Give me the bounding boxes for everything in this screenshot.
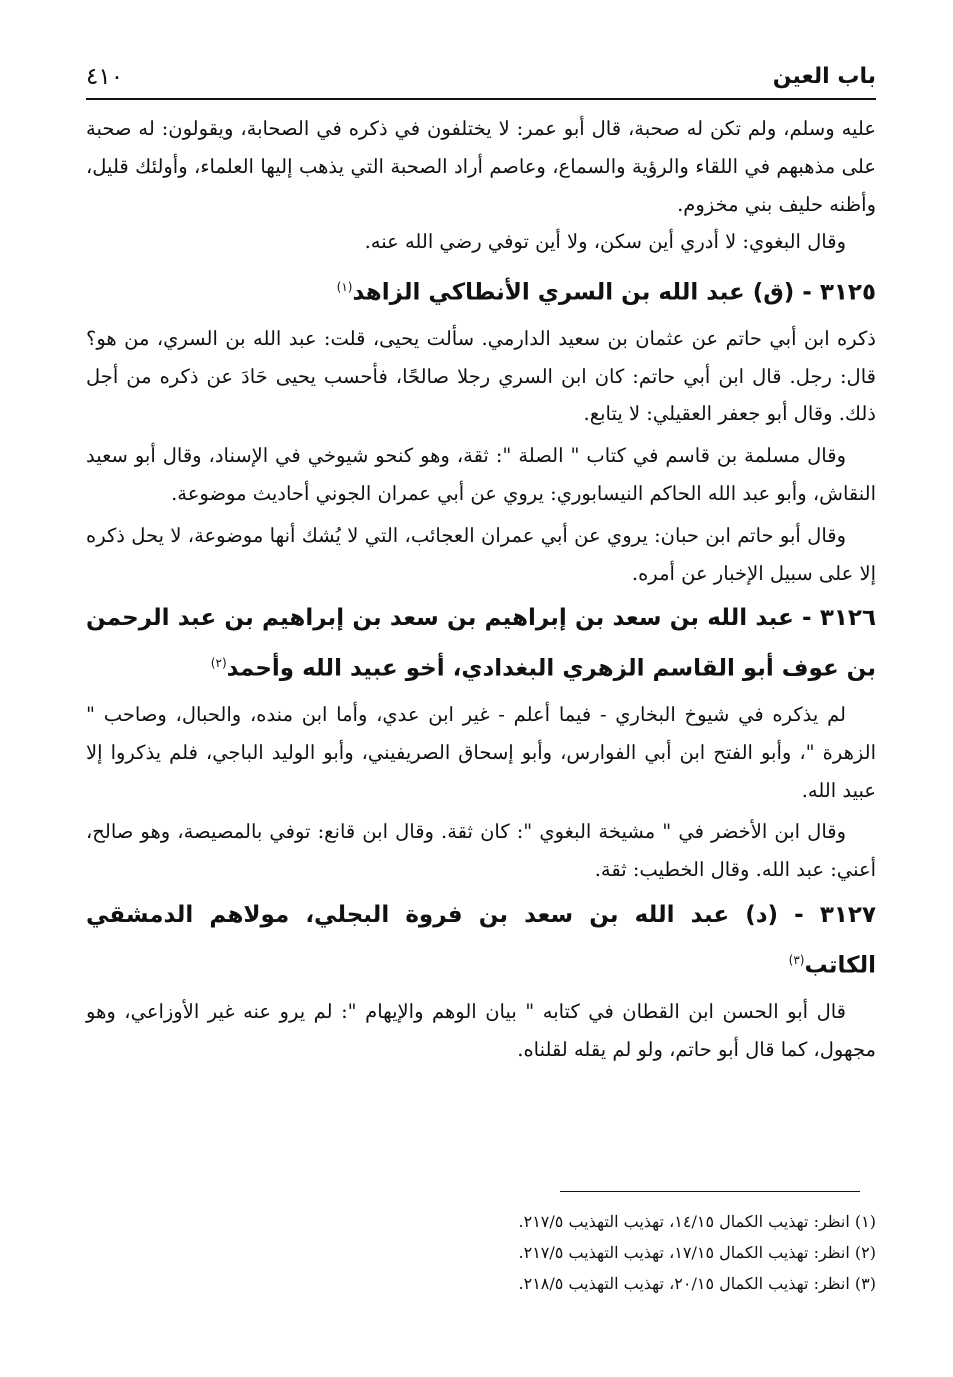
paragraph: عليه وسلم، ولم تكن له صحبة، قال أبو عمر: لا يختلفون في ذكره في الصحابة، ويقولون: له صحبة على مذهبهم في اللقاء والرؤية والسماع، وعاصم أراد الصحبة التي يذهب إليها العلماء، وأولئك قليل، وأظنه حليف بني مخزوم.	[86, 117, 876, 216]
paragraph: قال أبو الحسن ابن القطان في كتابه " بيان الوهم والإيهام ": لم يرو عنه غير الأوزاعي، وهو مجهول، كما قال أبو حاتم، ولو لم يقله لقلناه.	[86, 999, 876, 1061]
paragraph: وقال البغوي: لا أدري أين سكن، ولا أين توفي رضي الله عنه.	[364, 230, 846, 254]
page-number: ٤١٠	[86, 64, 124, 90]
entry-heading-3127	[86, 893, 876, 989]
entry-heading-text: ٣١٢٥ - (ق) عبد الله بن السري الأنطاكي الزاهد	[352, 279, 876, 306]
section-title: باب العين	[772, 64, 876, 89]
main-text	[86, 110, 876, 1068]
footnotes	[86, 1206, 876, 1299]
footnote-divider	[560, 1191, 860, 1192]
entry-heading-text: ٣١٢٧ - (د) عبد الله بن سعد بن فروة البجلي، مولاهم الدمشقي الكاتب	[86, 902, 876, 979]
running-header	[86, 58, 876, 100]
paragraph: وقال ابن الأخضر في " مشيخة البغوي ": كان ثقة. وقال ابن قانع: توفي بالمصيصة، وهو صالح، أعني: عبد الله. وقال الخطيب: ثقة.	[86, 820, 876, 882]
paragraph: ذكره ابن أبي حاتم عن عثمان بن سعيد الدارمي. سألت يحيى، قلت: عبد الله بن السري، من هو؟ قال: رجل. قال ابن أبي حاتم: كان ابن السري رجلا صالحًا، فأحسب يحيى حَادَ عن ذكره من أجل ذلك. وقال أبو جعفر العقيلي: لا يتابع.	[86, 326, 876, 426]
paragraph: وقال مسلمة بن قاسم في كتاب " الصلة ": ثقة، وهو كنحو شيوخي في الإسناد، وقال أبو سعيد النقاش، وأبو عبد الله الحاكم النيسابوري: يروي عن أبي عمران الجوني أحاديث موضوعة.	[86, 444, 876, 506]
footnote: (٣) انظر: تهذيب الكمال ٢٠/١٥، تهذيب التهذيب ٢١٨/٥.	[518, 1274, 876, 1293]
footnote-ref: (٣)	[788, 953, 805, 968]
footnote-ref: (٢)	[210, 656, 227, 671]
paragraph: وقال أبو حاتم ابن حبان: يروي عن أبي عمران العجائب، التي لا يُشك أنها موضوعة، لا يحل ذكره إلا على سبيل الإخبار عن أمره.	[86, 523, 876, 585]
entry-heading-3125	[86, 265, 876, 316]
entry-heading-3126	[86, 596, 876, 692]
paragraph: لم يذكره في شيوخ البخاري - فيما أعلم - غير ابن عدي، وأما ابن منده، والحبال، وصاحب " الزهرة "، وأبو الفتح ابن أبي الفوارس، وأبو إسحاق الصريفيني، وأبو الوليد الباجي، فلم يذكروا إلا عبيد الله.	[86, 703, 876, 802]
footnote: (٢) انظر: تهذيب الكمال ١٧/١٥، تهذيب التهذيب ٢١٧/٥.	[518, 1243, 876, 1262]
entry-heading-text: ٣١٢٦ - عبد الله بن سعد بن إبراهيم بن سعد بن إبراهيم بن عبد الرحمن بن عوف أبو القاسم الزهري البغدادي، أخو عبيد الله وأحمد	[86, 605, 876, 683]
footnote: (١) انظر: تهذيب الكمال ١٤/١٥، تهذيب التهذيب ٢١٧/٥.	[518, 1212, 876, 1231]
footnote-ref: (١)	[336, 280, 353, 295]
